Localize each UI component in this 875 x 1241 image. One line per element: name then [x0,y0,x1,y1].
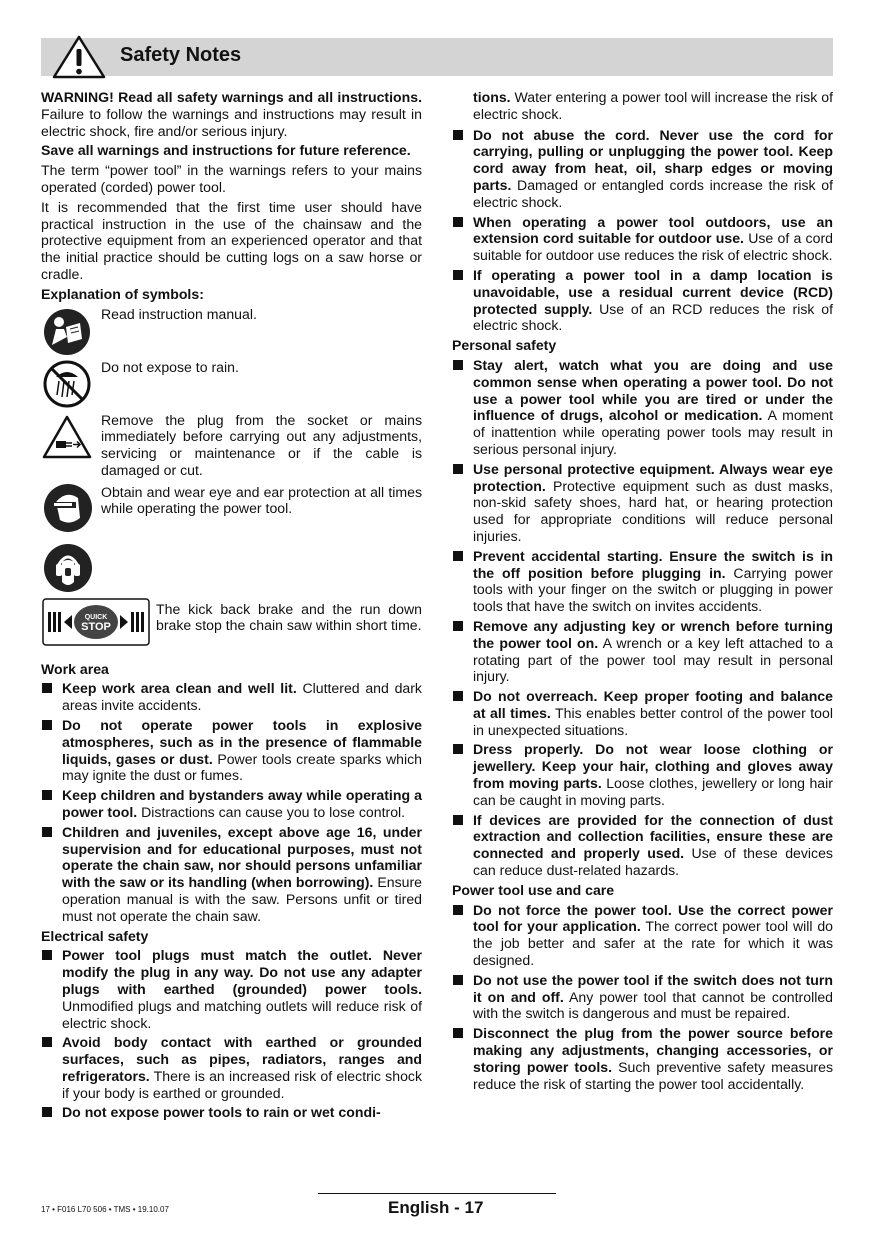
symbol-text-manual: Read instruction manual. [101,305,257,322]
quickstop-label-top: QUICK [84,613,108,621]
list-item: Do not use the power tool if the switch does not turn it on and off. Any power tool that cannot be controlled with the switch is dangerous and must be repaired. [452,972,833,1022]
ear-protection-icon [42,542,94,594]
save-instructions: Save all warnings and instructions for future reference. [41,142,411,159]
term-paragraph: The term “power tool” in the warnings refers to your mains operated (corded) power tool. [41,162,422,195]
symbol-row-ear [41,542,422,601]
list-item: Remove any adjusting key or wrench before turning the power tool on. A wrench or a key left attached to a rotating part of the power tool may result in personal injury. [452,618,833,685]
no-rain-icon [42,359,92,409]
list-item: Dress properly. Do not wear loose clothing or jewellery. Keep your hair, clothing and gloves away from moving parts. Loose clothes, jewellery or long hair can be caught in moving parts. [452,741,833,808]
symbol-text-plug: Remove the plug from the socket or mains immediately before carrying out any adjustments, servicing or maintenance or if the cable is damaged or cut. [101,411,422,478]
symbol-text-rain: Do not expose to rain. [101,358,239,375]
list-item: If devices are provided for the connection of dust extraction and collection facilities, ensure these are connected and properly used. Use of these devices can reduce dust-related hazards. [452,812,833,879]
symbol-row-manual [41,306,422,359]
list-item: Do not abuse the cord. Never use the cord for carrying, pulling or unplugging the power tool. Keep cord away from heat, oil, sharp edges or moving parts. Damaged or entangled cords increase the risk of electric shock. [452,127,833,211]
right-column [452,89,833,1095]
list-item: Keep children and bystanders away while operating a power tool. Distractions can cause you to lose control. [41,787,422,821]
read-manual-icon [42,307,92,357]
list-item: Do not operate power tools in explosive atmospheres, such as in the presence of flammable liquids, gases or dust. Power tools create sparks which may ignite the dust or fumes. [41,717,422,784]
quickstop-label-main: STOP [81,620,111,633]
list-item: Do not overreach. Keep proper footing and balance at all times. This enables better control of the power tool in unexpected situations. [452,688,833,738]
personal-safety-heading: Personal safety [452,337,557,354]
list-item: When operating a power tool outdoors, use an extension cord suitable for outdoor use. Use of a cord suitable for outdoor use reduces the risk of electric shock. [452,214,833,264]
symbols-heading: Explanation of symbols: [41,285,204,302]
list-item: Use personal protective equipment. Always wear eye protection. Protective equipment such as dust masks, non-skid safety shoes, hard hat, or hearing protection used for appropriate conditions will reduce personal injuries. [452,461,833,545]
list-item: Prevent accidental starting. Ensure the switch is in the off position before plugging in. Carrying power tools with your finger on the switch or plugging in power tools that have the switch on invites accidents. [452,548,833,615]
section-header-banner [41,38,833,76]
page-title: Safety Notes [120,44,242,66]
work-area-heading: Work area [41,660,109,677]
list-item: Avoid body contact with earthed or grounded surfaces, such as pipes, radiators, ranges and refrigerators. There is an increased risk of electric shock if your body is earthed or grounded. [41,1034,422,1101]
footer-page-number: English - 17 [388,1198,484,1217]
symbol-text-quickstop: The kick back brake and the run down brake stop the chain saw within short time. [156,600,422,634]
list-item: Stay alert, watch what you are doing and use common sense when operating a power tool. Do not use a power tool while you are tired or under the influence of drugs, alcohol or medication. A moment of inattention while operating power tools may result in serious personal injury. [452,357,833,458]
electrical-safety-heading: Electrical safety [41,927,149,944]
warning-paragraph: WARNING! Read all safety warnings and all instructions. Failure to follow the warnings and instructions may result in electric shock, fire and/or serious injury. [41,89,422,139]
warning-triangle-icon [51,34,107,80]
symbol-row-rain [41,359,422,412]
eye-protection-icon [42,482,94,534]
list-item: Keep work area clean and well lit. Cluttered and dark areas invite accidents. [41,680,422,714]
footer-divider [318,1193,556,1194]
list-item: Do not force the power tool. Use the correct power tool for your application. The correct power tool will do the job better and safer at the rate for which it was designed. [452,902,833,969]
symbol-row-quickstop [41,601,422,658]
quick-stop-icon [42,598,150,646]
list-item-continued: tions. Water entering a power tool will increase the risk of electric shock. [473,89,833,122]
list-item: Power tool plugs must match the outlet. Never modify the plug in any way. Do not use any adapter plugs with earthed (grounded) power tools. Unmodified plugs and matching outlets will reduce risk of electric shock. [41,947,422,1031]
footer-document-code: 17 • F016 L70 506 • TMS • 19.10.07 [41,1205,169,1214]
symbol-row-plug [41,412,422,484]
unplug-warning-icon [42,415,92,459]
list-item: Children and juveniles, except above age 16, under supervision and for educational purposes, must not operate the chain saw, nor should persons unfamiliar with the saw or its handling (when borrowing). Ensure operation manual is with the saw. Persons unfit or tired must not operate the chain saw. [41,824,422,925]
list-item: If operating a power tool in a damp location is unavoidable, use a residual current device (RCD) protected supply. Use of an RCD reduces the risk of electric shock. [452,267,833,334]
symbol-text-protection: Obtain and wear eye and ear protection at all times while operating the power tool. [101,483,422,517]
symbol-row-eye-ear [41,484,422,542]
list-item: Do not expose power tools to rain or wet condi- [41,1104,422,1121]
tool-use-heading: Power tool use and care [452,881,615,898]
left-column [41,89,422,1124]
list-item: Disconnect the plug from the power source before making any adjustments, changing accessories, or storing power tools. Such preventive safety measures reduce the risk of starting the power tool accidentally. [452,1025,833,1092]
recommend-paragraph: It is recommended that the first time user should have practical instruction in the use of the chainsaw and the protective equipment from an experienced operator and that the initial practice should be cutting logs on a saw horse or cradle. [41,198,422,282]
